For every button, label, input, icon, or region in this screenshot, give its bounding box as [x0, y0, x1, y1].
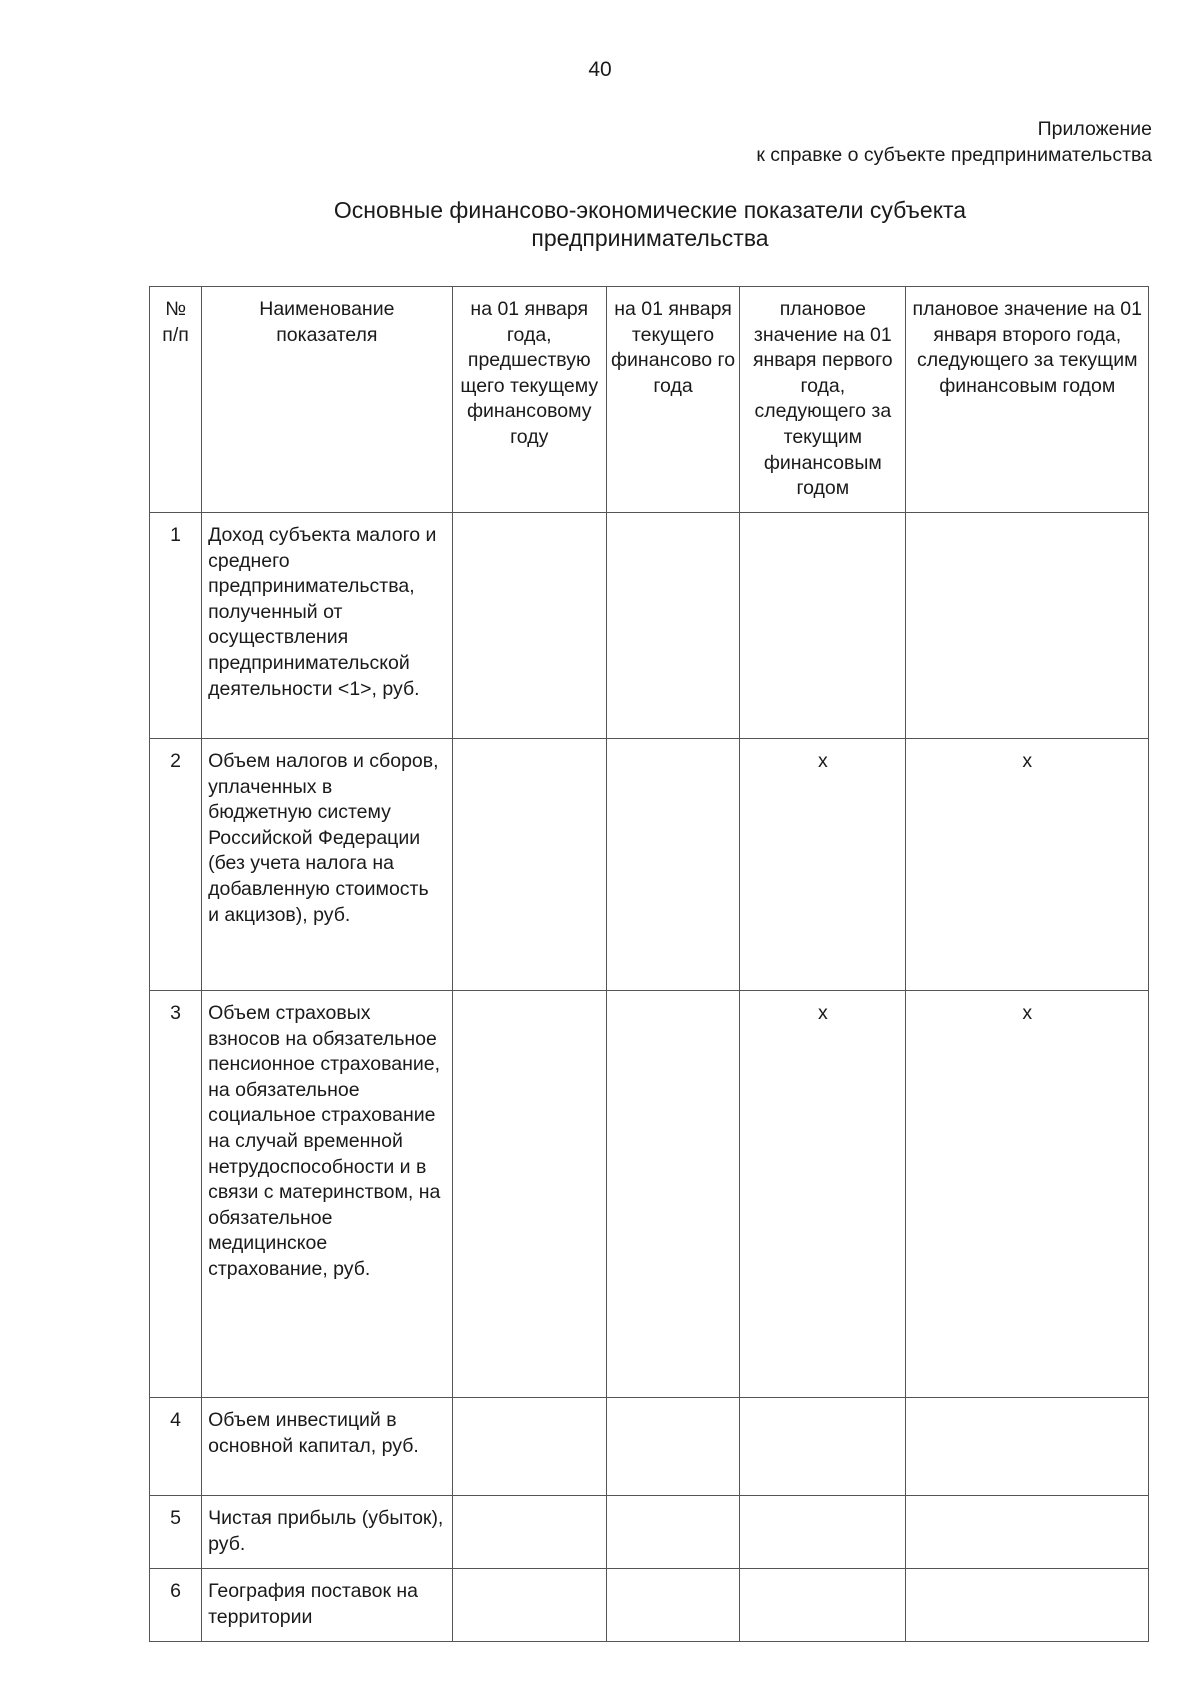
row-value-plan-second-year: x [906, 739, 1149, 991]
row-indicator-name: Доход субъекта малого и среднего предпринимательства, полученный от осуществления предпринимательской деятельности <1>, руб. [202, 513, 453, 739]
row-value-plan-first-year: x [740, 991, 906, 1398]
row-value-plan-first-year [740, 1496, 906, 1569]
row-number: 2 [150, 739, 202, 991]
row-number: 5 [150, 1496, 202, 1569]
row-indicator-name: Чистая прибыль (убыток), руб. [202, 1496, 453, 1569]
row-value-plan-first-year: x [740, 739, 906, 991]
row-value-current-year [606, 1569, 739, 1642]
table-header-row [150, 287, 1149, 513]
header-current-year: на 01 января текущего финансово го года [606, 287, 739, 513]
row-value-previous-year [452, 1496, 606, 1569]
header-plan-first-year: плановое значение на 01 января первого года, следующего за текущим финансовым годом [740, 287, 906, 513]
appendix-note [756, 116, 1152, 168]
indicators-table [149, 286, 1149, 1642]
row-value-plan-second-year [906, 513, 1149, 739]
row-indicator-name: Объем страховых взносов на обязательное пенсионное страхование, на обязательное социальное страхование на случай временной нетрудоспособности и в связи с материнством, на обязательное медицинское страхование, руб. [202, 991, 453, 1398]
table-row [150, 513, 1149, 739]
row-number: 6 [150, 1569, 202, 1642]
header-number: № п/п [150, 287, 202, 513]
appendix-line-2: к справке о субъекте предпринимательства [756, 144, 1152, 166]
table-row [150, 1496, 1149, 1569]
row-number: 1 [150, 513, 202, 739]
document-title-line-1: Основные финансово-экономические показатели субъекта [333, 197, 967, 223]
table-row [150, 1569, 1149, 1642]
row-value-plan-second-year [906, 1398, 1149, 1496]
row-indicator-name: Объем инвестиций в основной капитал, руб. [202, 1398, 453, 1496]
header-indicator-name: Наименование показателя [202, 287, 453, 513]
header-plan-second-year: плановое значение на 01 января второго года, следующего за текущим финансовым годом [906, 287, 1149, 513]
row-number: 3 [150, 991, 202, 1398]
row-value-previous-year [452, 991, 606, 1398]
row-value-current-year [606, 991, 739, 1398]
row-indicator-name: Объем налогов и сборов, уплаченных в бюджетную систему Российской Федерации (без учета налога на добавленную стоимость и акцизов), руб. [202, 739, 453, 991]
row-value-plan-second-year [906, 1569, 1149, 1642]
table-row [150, 991, 1149, 1398]
row-value-previous-year [452, 1569, 606, 1642]
appendix-line-1: Приложение [1037, 118, 1152, 140]
table-row [150, 1398, 1149, 1496]
row-value-plan-first-year [740, 1398, 906, 1496]
row-value-current-year [606, 1398, 739, 1496]
row-value-current-year [606, 513, 739, 739]
table-row [150, 739, 1149, 991]
header-previous-year: на 01 января года, предшествую щего текущему финансовому году [452, 287, 606, 513]
row-value-plan-first-year [740, 1569, 906, 1642]
row-value-previous-year [452, 1398, 606, 1496]
row-number: 4 [150, 1398, 202, 1496]
row-value-plan-first-year [740, 513, 906, 739]
page-number: 40 [588, 58, 612, 81]
row-value-previous-year [452, 513, 606, 739]
document-title-line-2: предпринимательства [531, 225, 769, 251]
document-title [0, 196, 1200, 252]
row-indicator-name: География поставок на территории [202, 1569, 453, 1642]
row-value-current-year [606, 739, 739, 991]
row-value-plan-second-year [906, 1496, 1149, 1569]
row-value-current-year [606, 1496, 739, 1569]
row-value-previous-year [452, 739, 606, 991]
row-value-plan-second-year: x [906, 991, 1149, 1398]
